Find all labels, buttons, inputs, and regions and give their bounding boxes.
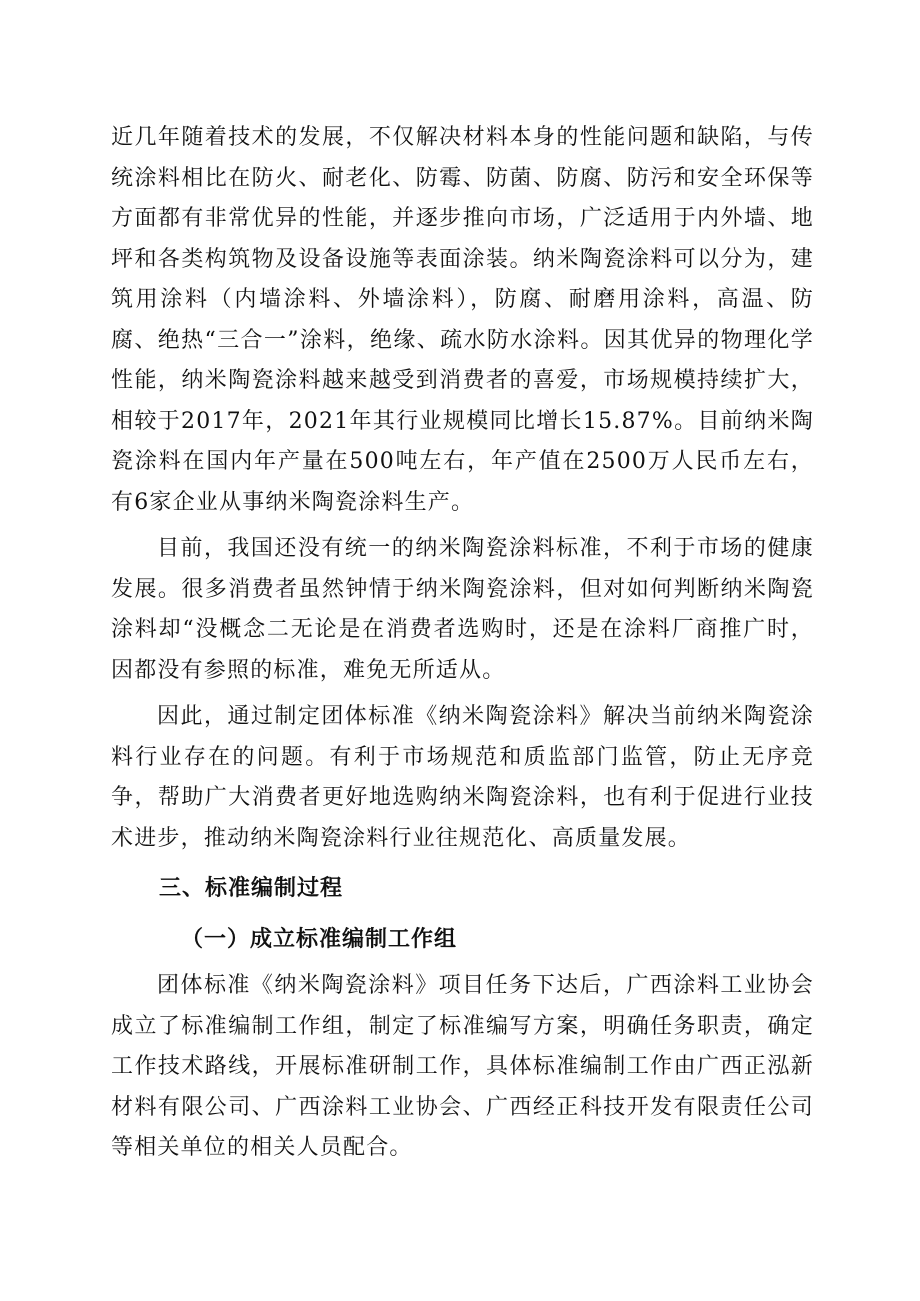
subsection-heading: （一）成立标准编制工作组 bbox=[181, 926, 458, 952]
document-body bbox=[111, 118, 814, 1169]
body-paragraph-4: 团体标准《纳米陶瓷涂料》项目任务下达后，广西涂料工业协会成立了标准编制工作组，制定了标准编写方案，明确任务职责，确定工作技术路线，开展标准研制工作，具体标准编制工作由广西正泓新材料有限公司、广西涂料工业协会、广西经正科技开发有限责任公司等相关单位的相关人员配合。 bbox=[111, 973, 814, 1160]
section-heading: 三、标准编制过程 bbox=[159, 876, 344, 901]
body-paragraph-1: 近几年随着技术的发展，不仅解决材料本身的性能问题和缺陷，与传统涂料相比在防火、耐老化、防霉、防菌、防腐、防污和安全环保等方面都有非常优异的性能，并逐步推向市场，广泛适用于内外墙、地坪和各类构筑物及设备设施等表面涂装。纳米陶瓷涂料可以分为，建筑用涂料（内墙涂料、外墙涂料），防腐、耐磨用涂料，高温、防腐、绝热“三合一”涂料，绝缘、疏水防水涂料。因其优异的物理化学性能，纳米陶瓷涂料越来越受到消费者的喜爱，市场规模持续扩大，相较于2017年，2021年其行业规模同比增长15.87%。目前纳米陶瓷涂料在国内年产量在500吨左右，年产值在2500万人民币左右，有6家企业从事纳米陶瓷涂料生产。 bbox=[111, 125, 814, 515]
body-paragraph-2: 目前，我国还没有统一的纳米陶瓷涂料标准，不利于市场的健康发展。很多消费者虽然钟情于纳米陶瓷涂料，但对如何判断纳米陶瓷涂料却“没概念二无论是在消费者选购时，还是在涂料厂商推广时，因都没有参照的标准，难免无所适从。 bbox=[111, 536, 814, 683]
body-paragraph-3: 因此，通过制定团体标准《纳米陶瓷涂料》解决当前纳米陶瓷涂料行业存在的问题。有利于市场规范和质监部门监管，防止无序竞争，帮助广大消费者更好地选购纳米陶瓷涂料，也有利于促进行业技术进步，推动纳米陶瓷涂料行业往规范化、高质量发展。 bbox=[111, 704, 814, 851]
